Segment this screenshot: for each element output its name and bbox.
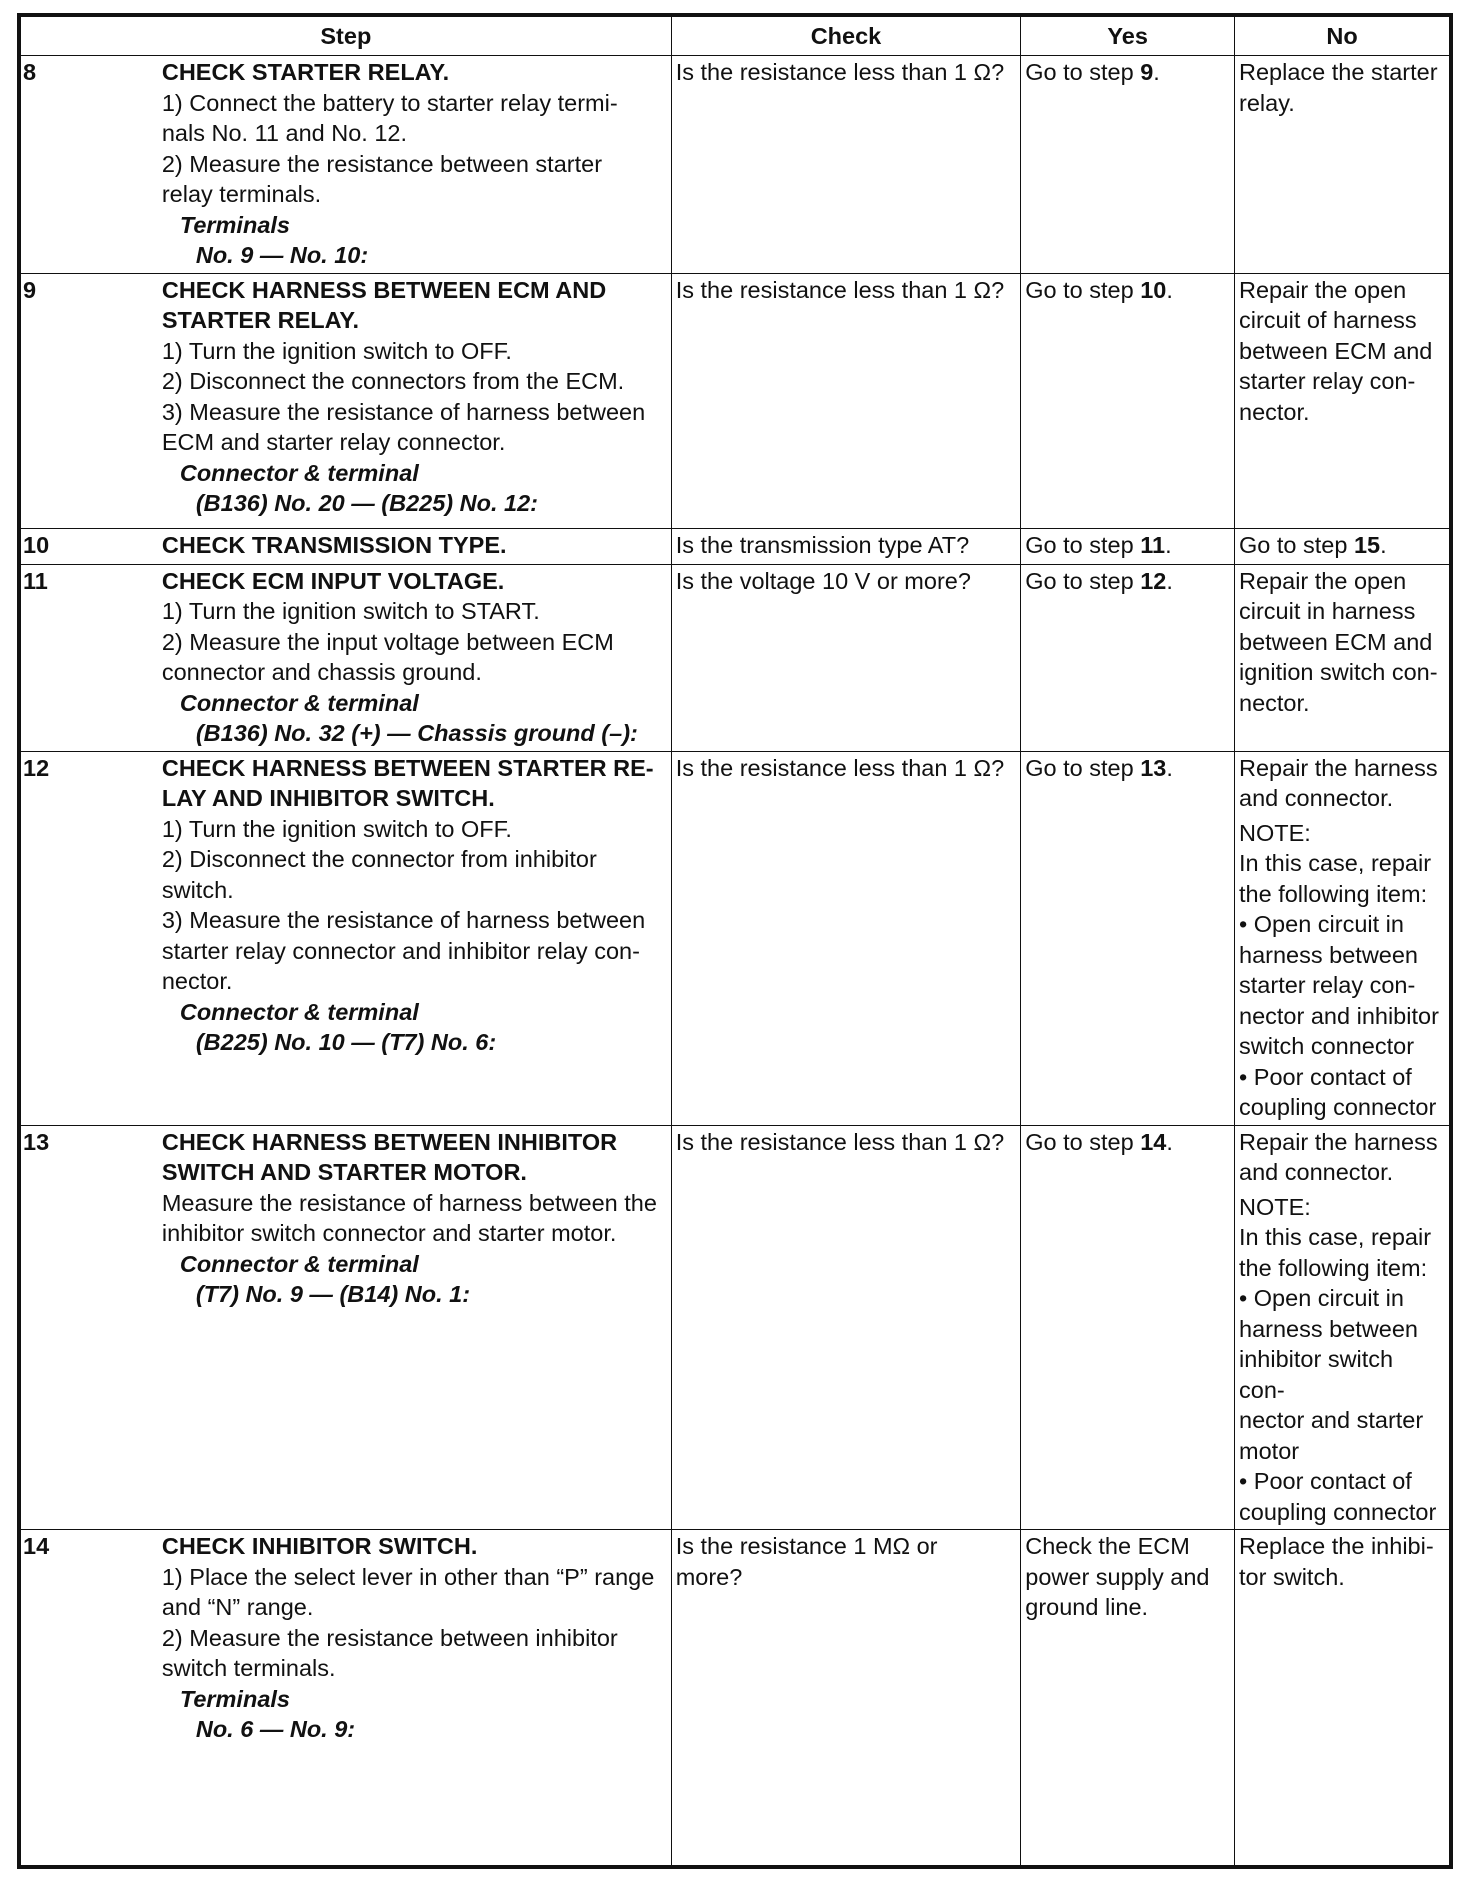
step-line: and “N” range. [161,1594,314,1620]
header-row [21,17,1450,56]
note-line: • Poor contact of [1239,1468,1412,1494]
no-cell [1235,56,1450,274]
step-title: CHECK HARNESS BETWEEN STARTER RE- [161,754,654,781]
step-title: CHECK ECM INPUT VOLTAGE. [161,567,505,594]
no-line: nector. [1239,689,1310,716]
note-line: harness between [1239,941,1418,968]
note-line: • Open circuit in [1239,911,1404,937]
step-description [160,528,671,564]
yes-cell [1021,1530,1235,1866]
yes-cell [1021,56,1235,274]
no-cell [1235,751,1450,1125]
note-line: the following item: [1239,880,1428,907]
step-title: CHECK HARNESS BETWEEN ECM AND [161,276,607,303]
check-cell: Is the resistance less than 1 Ω? [671,273,1021,528]
yes-cell [1021,528,1235,564]
no-line: starter relay con- [1239,368,1416,394]
note-line: In this case, repair [1239,1224,1432,1250]
check-cell: Is the resistance less than 1 Ω? [671,1125,1021,1530]
step-line: ECM and starter relay connector. [161,429,506,455]
yes-step-ref: 9 [1140,59,1154,85]
spec-label: Connector & terminal [179,459,419,486]
yes-cell [1021,1125,1235,1530]
no-line: Repair the open [1239,567,1407,594]
yes-suffix: . [1153,59,1160,85]
no-line: Repair the harness [1239,1128,1438,1155]
troubleshooting-table-frame [17,13,1453,1869]
no-line: ignition switch con- [1239,659,1438,685]
spec-label: Connector & terminal [179,1250,419,1277]
no-line: Repair the harness [1239,754,1438,781]
step-line: switch. [161,876,234,903]
spec-value: (B136) No. 20 — (B225) No. 12: [195,490,538,516]
spec-value: No. 9 — No. 10: [195,242,369,268]
spec-value: No. 6 — No. 9: [195,1716,356,1742]
yes-line: Check the ECM [1025,1533,1190,1559]
step-line: 2) Measure the input voltage between ECM [161,628,614,655]
no-line: relay. [1239,89,1295,116]
header-yes: Yes [1021,17,1235,56]
note-label: NOTE: [1239,819,1311,846]
no-cell [1235,273,1450,528]
no-line: circuit in harness [1239,598,1416,624]
yes-line: ground line. [1025,1594,1149,1620]
note-line: coupling connector [1239,1094,1437,1120]
spec-value: (T7) No. 9 — (B14) No. 1: [195,1281,471,1307]
step-description [160,751,671,1125]
note-line: inhibitor switch con- [1239,1346,1394,1403]
check-line: Is the resistance 1 MΩ or [675,1533,938,1559]
note-label: NOTE: [1239,1193,1311,1220]
yes-prefix: Go to step [1025,567,1141,594]
check-cell: Is the transmission type AT? [671,528,1021,564]
no-line: Replace the starter [1239,59,1438,85]
step-line: 3) Measure the resistance of harness between [161,907,646,933]
yes-cell [1021,273,1235,528]
check-cell: Is the resistance less than 1 Ω? [671,56,1021,274]
header-step: Step [21,17,672,56]
yes-prefix: Go to step [1025,1128,1141,1155]
step-line: 1) Turn the ignition switch to OFF. [161,815,512,842]
step-title: CHECK HARNESS BETWEEN INHIBITOR [161,1128,618,1155]
step-line: 2) Disconnect the connectors from the ECM. [161,368,625,394]
no-line: Repair the open [1239,276,1407,303]
no-cell [1235,1125,1450,1530]
yes-step-ref: 14 [1140,1128,1167,1155]
spec-label: Terminals [179,1685,290,1712]
table-row [21,751,1450,1125]
step-line: connector and chassis ground. [161,659,482,685]
spec-label: Connector & terminal [179,689,419,716]
step-title: SWITCH AND STARTER MOTOR. [161,1159,527,1185]
no-suffix: . [1380,531,1387,558]
header-check: Check [671,17,1021,56]
yes-suffix: . [1166,276,1173,303]
step-line: 1) Turn the ignition switch to OFF. [161,337,512,364]
step-line: 2) Measure the resistance between inhibitor [161,1624,618,1651]
note-line: harness between [1239,1315,1418,1342]
yes-suffix: . [1166,567,1173,594]
note-line: • Poor contact of [1239,1063,1412,1090]
yes-line: power supply and [1025,1563,1210,1590]
table-row [21,56,1450,274]
step-line: 2) Disconnect the connector from inhibitor [161,846,597,872]
no-line: Replace the inhibi- [1239,1533,1434,1559]
note-line: nector and starter [1239,1407,1424,1433]
step-line: nector. [161,968,233,994]
step-title: LAY AND INHIBITOR SWITCH. [161,785,495,811]
note-line: nector and inhibitor [1239,1002,1439,1029]
note-line: • Open circuit in [1239,1285,1404,1311]
step-line: Measure the resistance of harness between the [161,1189,657,1216]
check-cell: Is the voltage 10 V or more? [671,564,1021,751]
yes-prefix: Go to step [1025,59,1141,85]
yes-prefix: Go to step [1025,531,1141,558]
no-cell [1235,1530,1450,1866]
step-title: CHECK STARTER RELAY. [161,59,450,85]
step-description [160,1530,671,1866]
step-title: STARTER RELAY. [161,307,360,333]
table-row [21,1125,1450,1530]
no-line: tor switch. [1239,1563,1345,1590]
yes-prefix: Go to step [1025,276,1141,303]
step-line: 1) Connect the battery to starter relay termi- [161,89,618,116]
yes-step-ref: 11 [1140,531,1166,558]
step-title: CHECK INHIBITOR SWITCH. [161,1533,478,1559]
step-number: 11 [21,564,160,751]
step-line: starter relay connector and inhibitor relay con- [161,937,640,964]
spec-value: (B136) No. 32 (+) — Chassis ground (–): [195,720,638,746]
spec-label: Connector & terminal [179,998,419,1025]
yes-cell [1021,751,1235,1125]
step-description [160,273,671,528]
troubleshooting-table [20,16,1450,1866]
no-step-ref: 15 [1353,531,1381,558]
step-description [160,1125,671,1530]
step-number: 13 [21,1125,160,1530]
note-line: In this case, repair [1239,850,1432,876]
no-prefix: Go to step [1239,531,1354,558]
yes-suffix: . [1166,754,1173,781]
no-line: circuit of harness [1239,307,1417,333]
check-cell: Is the resistance less than 1 Ω? [671,751,1021,1125]
no-line: and connector. [1239,1159,1394,1185]
no-cell [1235,528,1450,564]
step-line: relay terminals. [161,181,322,207]
step-description [160,564,671,751]
step-title: CHECK TRANSMISSION TYPE. [161,531,507,558]
yes-cell [1021,564,1235,751]
spec-value: (B225) No. 10 — (T7) No. 6: [195,1029,497,1055]
table-row [21,273,1450,528]
table-row [21,1530,1450,1866]
check-line: more? [675,1563,743,1590]
note-line: coupling connector [1239,1498,1437,1525]
step-line: nals No. 11 and No. 12. [161,120,408,146]
step-line: 3) Measure the resistance of harness between [161,398,646,425]
step-number: 10 [21,528,160,564]
no-line: between ECM and [1239,628,1433,655]
step-line: switch terminals. [161,1655,336,1681]
yes-prefix: Go to step [1025,754,1141,781]
header-no: No [1235,17,1450,56]
step-number: 9 [21,273,160,528]
step-line: 1) Turn the ignition switch to START. [161,598,540,624]
step-line: 2) Measure the resistance between starter [161,150,603,177]
spec-label: Terminals [179,211,290,238]
no-line: nector. [1239,398,1310,425]
yes-suffix: . [1166,1128,1173,1155]
yes-step-ref: 13 [1140,754,1167,781]
step-description [160,56,671,274]
step-number: 14 [21,1530,160,1866]
table-row [21,564,1450,751]
step-number: 8 [21,56,160,274]
table-row [21,528,1450,564]
yes-step-ref: 10 [1140,276,1167,303]
note-line: switch connector [1239,1033,1415,1059]
step-line: 1) Place the select lever in other than “P” range [161,1563,655,1590]
yes-suffix: . [1165,531,1172,558]
note-line: starter relay con- [1239,972,1416,998]
no-line: between ECM and [1239,337,1433,364]
step-line: inhibitor switch connector and starter motor. [161,1220,617,1246]
note-line: motor [1239,1437,1300,1464]
note-line: the following item: [1239,1254,1428,1281]
check-cell [671,1530,1021,1866]
no-line: and connector. [1239,785,1394,811]
yes-step-ref: 12 [1140,567,1167,594]
no-cell [1235,564,1450,751]
step-number: 12 [21,751,160,1125]
